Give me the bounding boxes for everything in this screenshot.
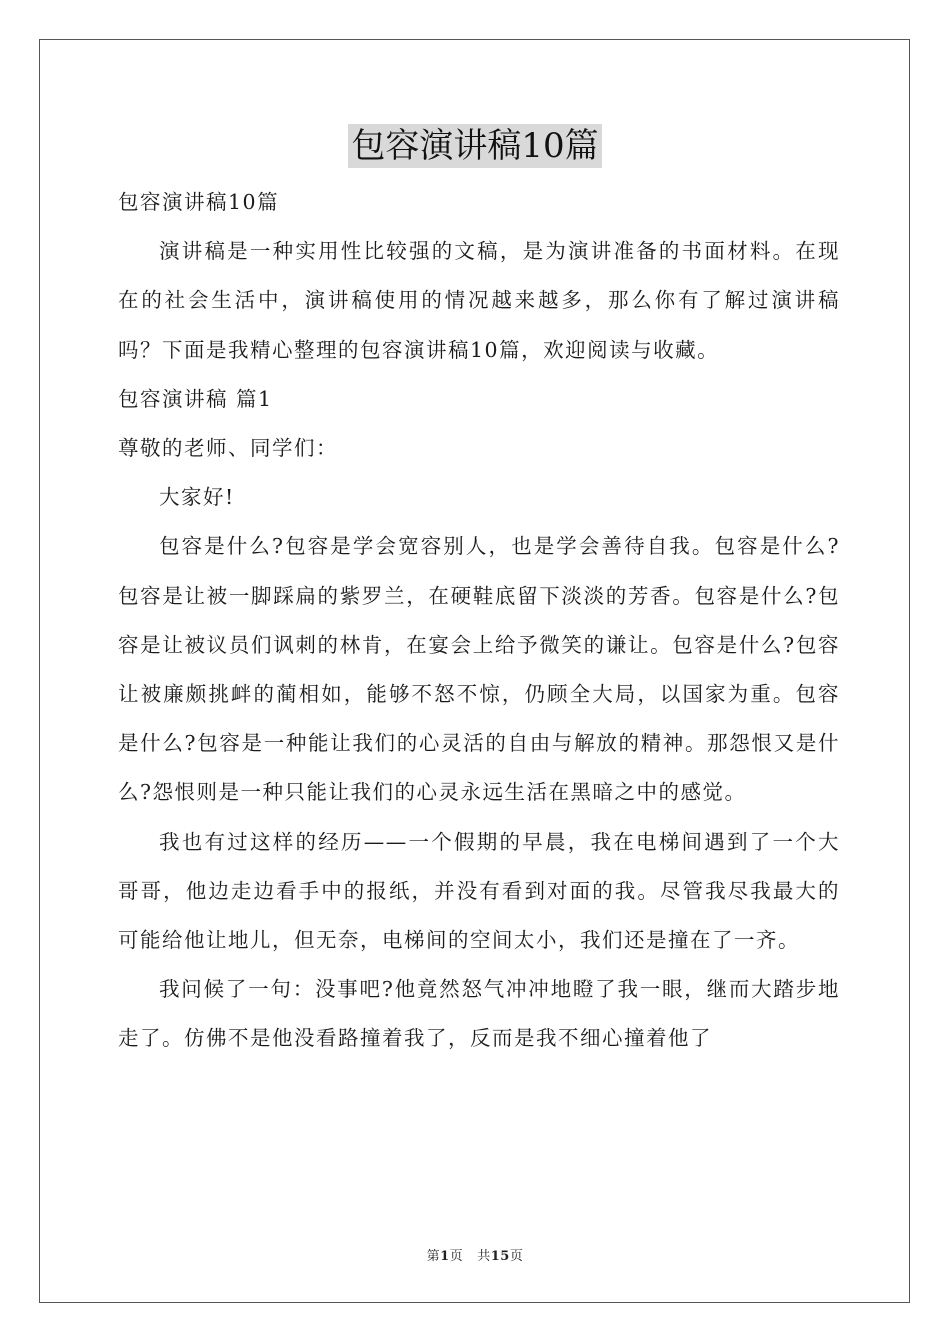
document-title: 包容演讲稿10篇 [348,124,601,168]
current-page-number: 1 [440,1249,450,1264]
footer-total-prefix: 共 [477,1249,491,1264]
body-paragraph: 包容是什么?包容是学会宽容别人，也是学会善待自我。包容是什么?包容是让被一脚踩扁的紫罗兰，在硬鞋底留下淡淡的芳香。包容是什么?包容是让被议员们讽刺的林肯，在宴会上给予微笑的谦让。包容是什么?包容让被廉颇挑衅的蔺相如，能够不怒不惊，仍顾全大局，以国家为重。包容是什么?包容是一种能让我们的心灵活的自由与解放的精神。那怨恨又是什么?怨恨则是一种只能让我们的心灵永远生活在黑暗之中的感觉。 [118,534,840,805]
footer-prefix: 第 [426,1249,441,1264]
document-body [118,178,840,1064]
footer-total-suffix: 页 [509,1249,524,1264]
title-container [0,124,950,168]
section-heading: 包容演讲稿 篇1 [118,386,273,411]
subtitle-paragraph: 包容演讲稿10篇 [118,190,280,214]
page-footer [0,1245,950,1264]
body-paragraph: 我也有过这样的经历——一个假期的早晨，我在电梯间遇到了一个大哥哥，他边走边看手中的报纸，并没有看到对面的我。尽管我尽我最大的可能给他让地儿，但无奈，电梯间的空间太小，我们还是撞在了一齐。 [118,829,840,953]
footer-page-suffix: 页 [449,1249,464,1264]
greeting-paragraph: 大家好! [159,485,235,510]
total-page-count: 15 [490,1249,510,1264]
salutation-paragraph: 尊敬的老师、同学们： [118,436,338,461]
body-paragraph: 我问候了一句：没事吧?他竟然怒气冲冲地瞪了我一眼，继而大踏步地走了。仿佛不是他没看路撞着我了，反而是我不细心撞着他了 [118,977,840,1051]
intro-paragraph: 演讲稿是一种实用性比较强的文稿，是为演讲准备的书面材料。在现在的社会生活中，演讲稿使用的情况越来越多，那么你有了解过演讲稿吗？下面是我精心整理的包容演讲稿10篇，欢迎阅读与收藏。 [118,239,840,362]
